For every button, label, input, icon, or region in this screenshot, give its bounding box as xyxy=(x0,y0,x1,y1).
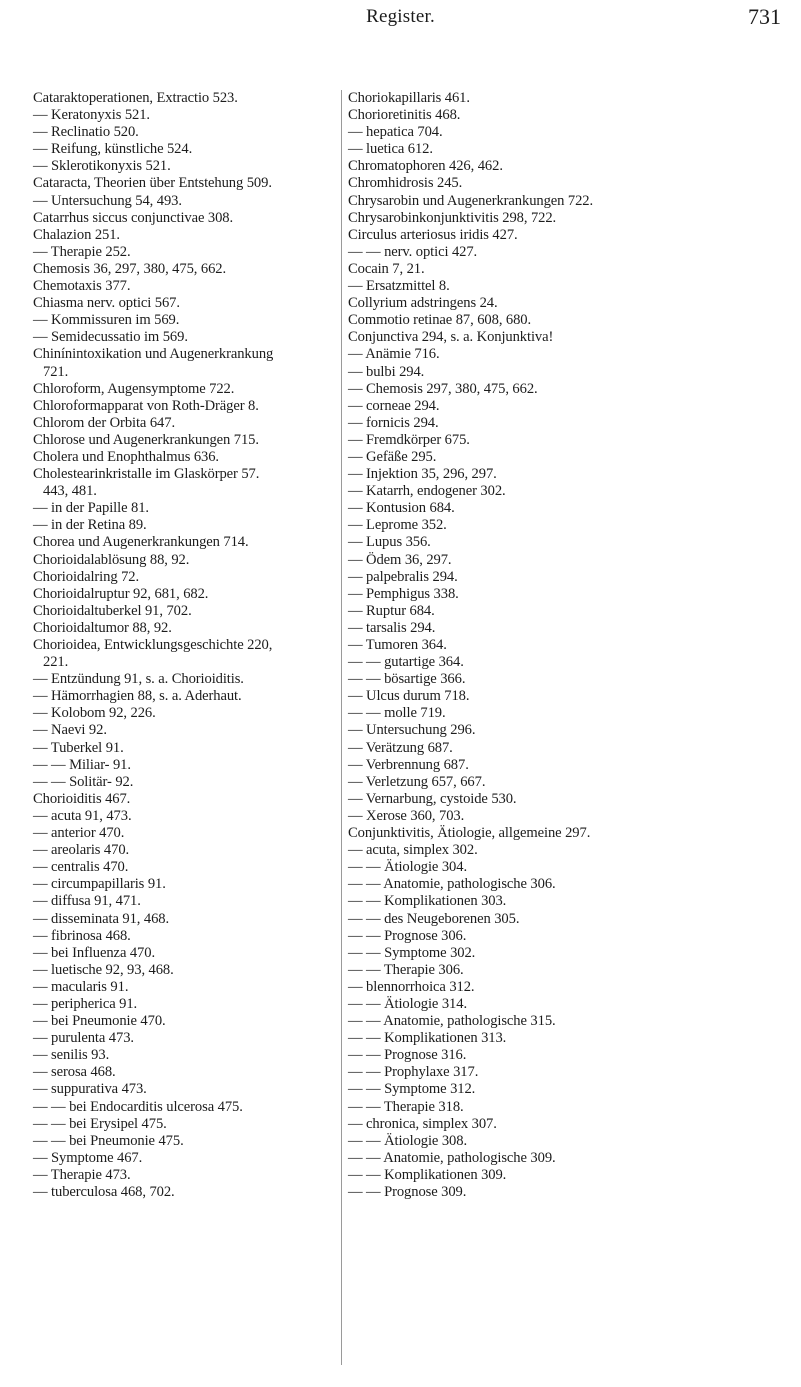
index-entry: — Pemphigus 338. xyxy=(348,585,459,602)
index-entry: — Entzündung 91, s. a. Chorioiditis. xyxy=(33,671,244,688)
index-entry: — serosa 468. xyxy=(33,1064,116,1081)
page-header xyxy=(0,0,801,40)
index-entry: 443, 481. xyxy=(43,483,97,500)
index-entry: — Ulcus durum 718. xyxy=(348,688,470,705)
index-entry: — Reclinatio 520. xyxy=(33,124,139,141)
index-entry: — Vernarbung, cystoide 530. xyxy=(348,790,517,807)
index-entry: — acuta 91, 473. xyxy=(33,807,132,824)
index-entry: — — Ätiologie 308. xyxy=(348,1132,467,1149)
index-entry: — Verletzung 657, 667. xyxy=(348,773,486,790)
index-entry: — — bei Erysipel 475. xyxy=(33,1115,167,1132)
index-entry: Chorioidaltumor 88, 92. xyxy=(33,619,172,636)
index-entry: — Semidecussatio im 569. xyxy=(33,329,188,346)
index-entry: — fornicis 294. xyxy=(348,414,439,431)
index-entry: Conjunctiva 294, s. a. Konjunktiva! xyxy=(348,329,554,346)
index-entry: Chrysarobin und Augenerkrankungen 722. xyxy=(348,192,594,209)
index-entry: — Ersatzmittel 8. xyxy=(348,278,450,295)
index-entry: Collyrium adstringens 24. xyxy=(348,295,498,312)
index-entry: — blennorrhoica 312. xyxy=(348,978,475,995)
index-entry: Chiasma nerv. optici 567. xyxy=(33,295,180,312)
index-entry: Chromhidrosis 245. xyxy=(348,175,463,192)
index-entry: — palpebralis 294. xyxy=(348,568,458,585)
index-entry: Chorioidalring 72. xyxy=(33,568,140,585)
index-entry: Cataraktoperationen, Extractio 523. xyxy=(33,90,238,106)
index-entry: — — Komplikationen 313. xyxy=(348,1030,507,1047)
index-entry: — Untersuchung 296. xyxy=(348,722,476,739)
index-entry: Chlorom der Orbita 647. xyxy=(33,414,175,431)
index-entry: Chorioidalruptur 92, 681, 682. xyxy=(33,585,209,602)
index-entry: — chronica, simplex 307. xyxy=(348,1115,497,1132)
index-entry: Commotio retinae 87, 608, 680. xyxy=(348,312,532,329)
index-entry: — — Symptome 312. xyxy=(348,1081,476,1098)
index-entry: Chinínintoxikation und Augenerkrankung xyxy=(33,346,274,363)
index-entry: — Ruptur 684. xyxy=(348,602,435,619)
index-entry: Conjunktivitis, Ätiologie, allgemeine 297. xyxy=(348,825,591,842)
index-entry: — macularis 91. xyxy=(33,978,129,995)
index-entry: — bulbi 294. xyxy=(348,363,425,380)
index-entry: — — bösartige 366. xyxy=(348,671,466,688)
index-entry: Chorioiditis 467. xyxy=(33,790,131,807)
index-entry: Chloroformapparat von Roth-Dräger 8. xyxy=(33,397,259,414)
index-entry: — Fremdkörper 675. xyxy=(348,431,470,448)
index-entry: 221. xyxy=(43,654,69,671)
index-entry: — Naevi 92. xyxy=(33,722,107,739)
index-entry: Circulus arteriosus iridis 427. xyxy=(348,226,518,243)
index-entry: Chlorose und Augenerkrankungen 715. xyxy=(33,431,259,448)
index-entry: Cocain 7, 21. xyxy=(348,260,425,277)
index-entry: Chorioidea, Entwicklungsgeschichte 220, xyxy=(33,637,273,653)
index-entry: Chorioidalablösung 88, 92. xyxy=(33,551,190,568)
index-entry: — Keratonyxis 521. xyxy=(33,107,150,124)
index-entry: 721. xyxy=(43,363,69,380)
index-entry: Choriokapillaris 461. xyxy=(348,90,470,106)
index-entry: — Injektion 35, 296, 297. xyxy=(348,466,497,483)
index-entry: — Tuberkel 91. xyxy=(33,739,124,756)
index-entry: — Gefäße 295. xyxy=(348,448,437,465)
index-entry: — senilis 93. xyxy=(33,1047,110,1064)
index-entry: Catarrhus siccus conjunctivae 308. xyxy=(33,209,234,226)
index-entry: — — Ätiologie 314. xyxy=(348,995,467,1012)
index-entry: — — Anatomie, pathologische 309. xyxy=(348,1149,556,1166)
index-entry: — acuta, simplex 302. xyxy=(348,842,478,859)
index-entry: — — bei Endocarditis ulcerosa 475. xyxy=(33,1098,243,1115)
index-entry: — — Therapie 318. xyxy=(348,1098,464,1115)
index-entry: — — molle 719. xyxy=(348,705,446,722)
index-entry: — — Prognose 316. xyxy=(348,1047,467,1064)
index-entry: — Kolobom 92, 226. xyxy=(33,705,156,722)
index-entry: — Therapie 252. xyxy=(33,243,131,260)
index-entry: — — des Neugeborenen 305. xyxy=(348,910,520,927)
index-entry: — tarsalis 294. xyxy=(348,619,436,636)
index-entry: — corneae 294. xyxy=(348,397,440,414)
index-entry: — tuberculosa 468, 702. xyxy=(33,1184,175,1200)
index-entry: — hepatica 704. xyxy=(348,124,443,141)
index-entry: — Leprome 352. xyxy=(348,517,447,534)
index-entry: — — Prophylaxe 317. xyxy=(348,1064,479,1081)
index-entry: — — bei Pneumonie 475. xyxy=(33,1132,184,1149)
index-column-left xyxy=(33,90,339,1201)
index-entry: — bei Influenza 470. xyxy=(33,944,156,961)
index-entry: Chalazion 251. xyxy=(33,226,120,243)
index-entry: — diffusa 91, 471. xyxy=(33,893,141,910)
index-entry: — — Prognose 306. xyxy=(348,927,467,944)
index-entry: — — Komplikationen 309. xyxy=(348,1166,507,1183)
index-entry: — Reifung, künstliche 524. xyxy=(33,141,193,158)
index-entry: — — gutartige 364. xyxy=(348,654,464,671)
index-entry: — Chemosis 297, 380, 475, 662. xyxy=(348,380,538,397)
index-entry: — — Anatomie, pathologische 315. xyxy=(348,1013,556,1030)
index-entry: Chromatophoren 426, 462. xyxy=(348,158,503,175)
index-entry: — Tumoren 364. xyxy=(348,637,447,653)
index-column-right xyxy=(348,90,788,1201)
index-entry: — Kommissuren im 569. xyxy=(33,312,180,329)
index-entry: Cholestearinkristalle im Glaskörper 57. xyxy=(33,466,260,483)
index-entry: — Therapie 473. xyxy=(33,1166,131,1183)
index-entry: — Untersuchung 54, 493. xyxy=(33,192,182,209)
index-entry: — — nerv. optici 427. xyxy=(348,243,478,260)
index-entry: — peripherica 91. xyxy=(33,995,138,1012)
index-entry: — Symptome 467. xyxy=(33,1149,143,1166)
index-entry: Chorioidaltuberkel 91, 702. xyxy=(33,602,192,619)
index-entry: — Hämorrhagien 88, s. a. Aderhaut. xyxy=(33,688,242,705)
index-entry: Cataracta, Theorien über Entstehung 509. xyxy=(33,175,272,192)
index-entry: — luetica 612. xyxy=(348,141,433,158)
index-entry: — — Ätiologie 304. xyxy=(348,859,467,876)
index-entry: — — Therapie 306. xyxy=(348,961,464,978)
index-entry: — areolaris 470. xyxy=(33,842,130,859)
index-entry: Chrysarobinkonjunktivitis 298, 722. xyxy=(348,209,557,226)
index-entry: — — Miliar- 91. xyxy=(33,756,131,773)
index-entry: — — Symptome 302. xyxy=(348,944,476,961)
index-entry: — Xerose 360, 703. xyxy=(348,807,465,824)
index-entry: — Sklerotikonyxis 521. xyxy=(33,158,171,175)
index-entry: — Ödem 36, 297. xyxy=(348,551,452,568)
index-entry: — fibrinosa 468. xyxy=(33,927,131,944)
index-entry: — Verätzung 687. xyxy=(348,739,453,756)
index-entry: — bei Pneumonie 470. xyxy=(33,1013,166,1030)
index-entry: — — Prognose 309. xyxy=(348,1184,467,1200)
index-entry: — Katarrh, endogener 302. xyxy=(348,483,506,500)
column-divider xyxy=(341,90,342,1365)
page-number: 731 xyxy=(748,4,781,29)
index-entry: — Lupus 356. xyxy=(348,534,431,551)
index-entry: — centralis 470. xyxy=(33,859,129,876)
index-entry: — circumpapillaris 91. xyxy=(33,876,166,893)
running-title: Register. xyxy=(366,6,435,27)
index-entry: — Anämie 716. xyxy=(348,346,440,363)
index-entry: Chorea und Augenerkrankungen 714. xyxy=(33,534,249,551)
index-entry: Chemotaxis 377. xyxy=(33,278,131,295)
index-entry: Chorioretinitis 468. xyxy=(348,107,461,124)
index-entry: — Kontusion 684. xyxy=(348,500,455,517)
index-entry: — Verbrennung 687. xyxy=(348,756,469,773)
index-entry: — luetische 92, 93, 468. xyxy=(33,961,174,978)
index-entry: — in der Retina 89. xyxy=(33,517,147,534)
index-entry: — in der Papille 81. xyxy=(33,500,149,517)
index-entry: — — Anatomie, pathologische 306. xyxy=(348,876,556,893)
index-entry: Cholera und Enophthalmus 636. xyxy=(33,448,219,465)
index-entry: — disseminata 91, 468. xyxy=(33,910,170,927)
index-entry: — anterior 470. xyxy=(33,825,125,842)
index-entry: — suppurativa 473. xyxy=(33,1081,147,1098)
index-entry: — purulenta 473. xyxy=(33,1030,134,1047)
index-entry: — — Komplikationen 303. xyxy=(348,893,507,910)
index-entry: Chemosis 36, 297, 380, 475, 662. xyxy=(33,260,227,277)
index-entry: Chloroform, Augensymptome 722. xyxy=(33,380,235,397)
index-entry: — — Solitär- 92. xyxy=(33,773,134,790)
